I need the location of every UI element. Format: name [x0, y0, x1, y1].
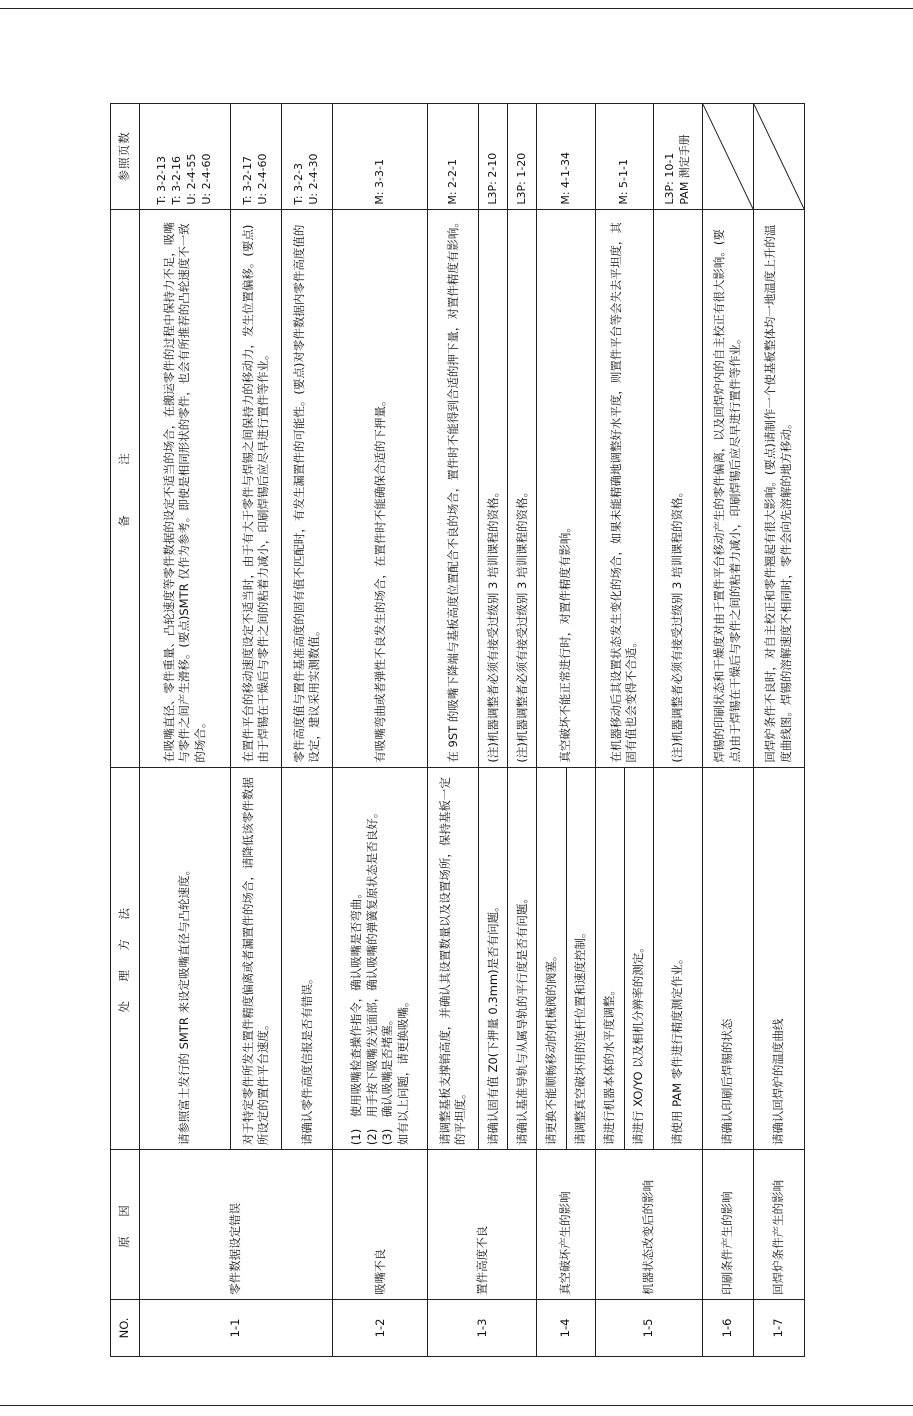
ref-empty-cell: [702, 104, 753, 210]
row-method: 请调整真空破坏用的连杆位置和速度控制。: [566, 767, 595, 1149]
row-note: 在 9ST 的吸嘴下降端与基板高度位置配合不良的场合，置件时不能得到合适的押下量，对置件精度有影响。: [428, 209, 479, 767]
row-note: 真空破坏不能正常进行时，对置件精度有影响。: [537, 209, 595, 767]
row-method: 请确认固有值 Z0(下押量 0.3mm)是否有问题。: [479, 767, 508, 1149]
method-step: (2) 用手按下吸嘴发光面部，确认吸嘴的弹簧复原状态是否良好。: [364, 806, 379, 1146]
row-method: 请调整基板支撑销高度，并确认其设置数量以及设置场所，保持基板一定的平坦度。: [428, 767, 479, 1149]
row-cause: 真空破坏产生的影响: [537, 1150, 595, 1300]
row-method: 对于特定零件所发生置件精度偏离或者漏置件的场合，请降低该零件数据所设定的置件平台速度。: [231, 767, 282, 1149]
diagonal-slash: [703, 104, 753, 209]
row-note: (注)机器调整者必须有接受过级别 3 培训课程的资格。: [479, 209, 508, 767]
row-cause: 机器状态改变后的影响: [595, 1150, 702, 1300]
method-step: (1) 使用吸嘴检查操作指令，确认吸嘴是否弯曲。: [349, 887, 364, 1146]
row-method: 请更换不能顺畅移动的机械阀的阀塞。: [537, 767, 566, 1149]
footer-rule: [0, 1405, 913, 1406]
row-ref: L3P: 2-10: [479, 104, 508, 210]
rotated-table-container: [110, 103, 805, 1357]
row-ref: L3P: 10-1 PAM 测定手册: [653, 104, 702, 210]
row-cause: 置件高度不良: [428, 1150, 537, 1300]
row-cause: 印刷条件产生的影响: [702, 1150, 753, 1300]
header-rule: [0, 8, 913, 9]
row-method: 请参照富士发行的 SMTR 来设定吸嘴直径与凸轮速度。: [140, 767, 231, 1149]
troubleshooting-table: [110, 103, 805, 1357]
row-cause: 回焊炉条件产生的影响: [753, 1150, 804, 1300]
table-row: [537, 104, 566, 1357]
row-note: 在机器移动后其设置状态发生变化的场合，如果未能精确地调整好水平度，则置件平台等会失去平坦度，其固有值也会变得不合适。: [595, 209, 653, 767]
table-row: [333, 104, 428, 1357]
col-header-cause: 原 因: [111, 1150, 140, 1300]
row-no: 1-4: [537, 1299, 595, 1356]
row-note: 在吸嘴直径、零件重量、凸轮速度等零件数据的设定不适当的场合，在搬运零件的过程中保持力不足，吸嘴与零件之间产生滑移。(要点)SMTR 仅作为参考。即使是相同形状的零件，也会有所推荐的凸轮速度不一致的场合。: [140, 209, 231, 767]
row-cause: 零件数据设定错误: [140, 1150, 333, 1300]
row-ref: M: 4-1-34: [537, 104, 595, 210]
col-header-no: NO.: [111, 1299, 140, 1356]
method-step: 如有以上问题，请更换吸嘴。: [395, 995, 410, 1146]
row-ref: T: 3-2-13 T: 3-2-16 U: 2-4-55 U: 2-4-60: [140, 104, 231, 210]
row-no: 1-6: [702, 1299, 753, 1356]
row-method: 请确认基准导轨与从属导轨的平行度是否有问题。: [508, 767, 537, 1149]
table-row: [753, 104, 804, 1357]
table-row: [595, 104, 624, 1357]
col-header-note: 备 注: [111, 209, 140, 767]
row-note: 零件高度值与置件基准高度的固有值不匹配时，有发生漏置件的可能性。(要点)对零件数据内零件高度值的设定，建议采用实测数值。: [282, 209, 333, 767]
row-note: (注)机器调整者必须有接受过级别 3 培训课程的资格。: [508, 209, 537, 767]
row-no: 1-5: [595, 1299, 702, 1356]
row-no: 1-3: [428, 1299, 537, 1356]
row-method: 请使用 PAM 零件进行精度测定作业。: [653, 767, 702, 1149]
row-method: 请确认回焊炉的温度曲线: [753, 767, 804, 1149]
row-ref: M: 5-1-1: [595, 104, 653, 210]
table-row: [140, 104, 231, 1357]
table-header-row: [111, 104, 140, 1357]
ref-empty-cell: [753, 104, 804, 210]
row-note: 在置件平台的移动速度设定不适当时，由于有大于零件与焊锡之间保持力的移动力，发生位置偏移。(要点)由于焊锡在干燥后与零件之间的粘着力减小，印刷焊锡后应尽早进行置件等作业。: [231, 209, 282, 767]
row-no: 1-7: [753, 1299, 804, 1356]
col-header-ref: 参照页数: [111, 104, 140, 210]
row-cause: 吸嘴不良: [333, 1150, 428, 1300]
row-ref: T: 3-2-3 U: 2-4-30: [282, 104, 333, 210]
row-method: 请进行机器本体的水平度调整。: [595, 767, 624, 1149]
row-method: 请确认印刷后焊锡的状态: [702, 767, 753, 1149]
col-header-method: 处 理 方 法: [111, 767, 140, 1149]
table-row: [702, 104, 753, 1357]
row-ref: M: 3-3-1: [333, 104, 428, 210]
row-note: (注)机器调整者必须有接受过级别 3 培训课程的资格。: [653, 209, 702, 767]
method-step: (3) 确认吸嘴是否堵塞。: [380, 1013, 395, 1146]
row-method: [333, 767, 428, 1149]
row-no: 1-2: [333, 1299, 428, 1356]
row-no: 1-1: [140, 1299, 333, 1356]
row-method: 请进行 XO/YO 以及相机分辨率的测定。: [624, 767, 653, 1149]
row-ref: L3P: 1-20: [508, 104, 537, 210]
row-method: 请确认零件高度信报是否有错误。: [282, 767, 333, 1149]
row-note: 回焊炉条件不良时，对自主校正和零件翘起有很大影响。(要点)请制作一个使基板整体均一地温度上升的温度曲线图。焊锡的溶解速度不相同时，零件会向先溶解的地方移动。: [753, 209, 804, 767]
table-row: [428, 104, 479, 1357]
row-note: 有吸嘴弯曲或者弹性不良发生的场合，在置件时不能确保合适的下押量。: [333, 209, 428, 767]
row-note: 焊锡的印刷状态和干燥度对由于置件平台移动产生的零件偏离，以及回焊炉内的自主校正有很大影响。(要点)由于焊锡在干燥后与零件之间的粘着力减小，印刷焊锡后应尽早进行置件等作业。: [702, 209, 753, 767]
diagonal-slash: [754, 104, 804, 209]
row-ref: T: 3-2-17 U: 2-4-60: [231, 104, 282, 210]
row-ref: M: 2-2-1: [428, 104, 479, 210]
